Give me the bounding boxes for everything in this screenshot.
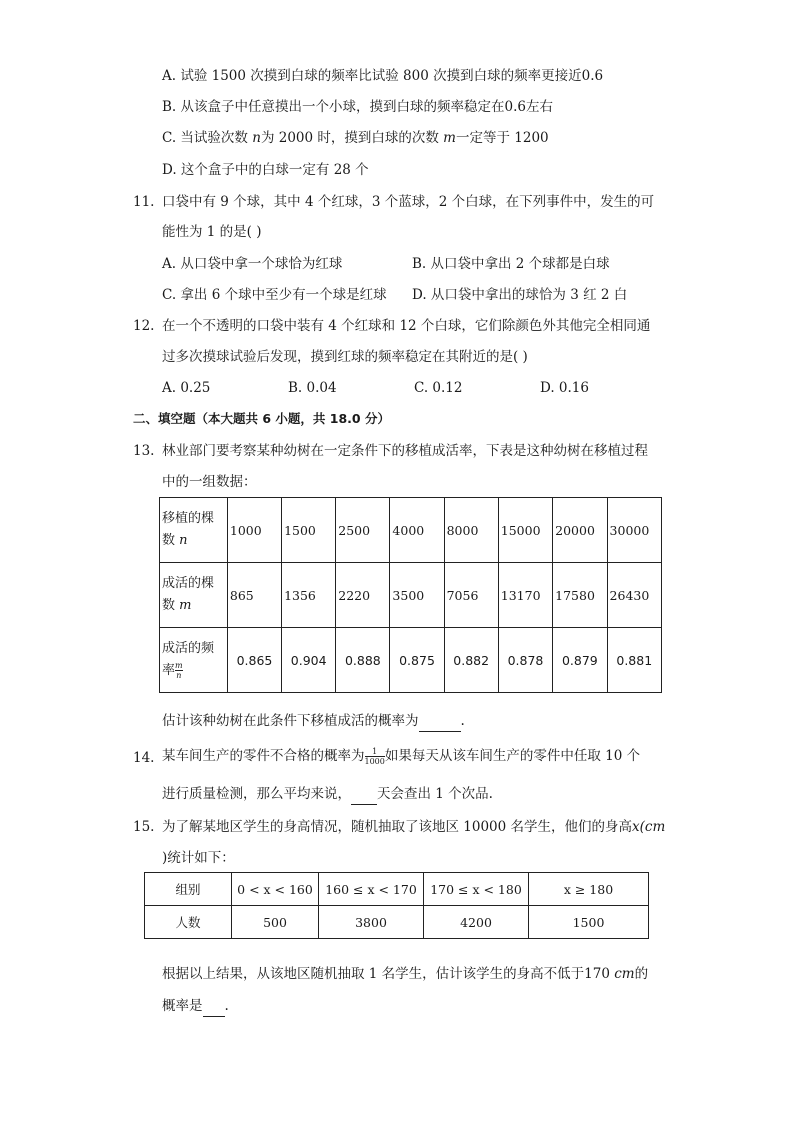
q11-stem-line1: 口袋中有 9 个球，其中 4 个红球，3 个蓝球，2 个白球，在下列事件中，发生的可 [162, 194, 655, 210]
q15-stem-line1: 为了解某地区学生的身高情况，随机抽取了该地区 10000 名学生，他们的身高x(cm [162, 819, 666, 835]
q11-option-d: D. 从口袋中拿出的球恰为 3 红 2 白 [412, 287, 628, 303]
answer-blank [419, 711, 461, 732]
count-cell: 500 [232, 906, 319, 939]
q13-number: 13. [133, 443, 155, 459]
n-cell: 8000 [444, 498, 498, 563]
q15-question-line2: 概率是 . [162, 996, 229, 1017]
q10-option-a: A. 试验 1500 次摸到白球的频率比试验 800 次摸到白球的频率更接近0.6 [162, 68, 604, 84]
table-row [160, 628, 662, 693]
one-over-thousand-fraction: $\frac{1}{1000}$ [364, 747, 385, 766]
header-range-3: 170 ≤ x < 180 [424, 873, 529, 906]
q12-stem-line2: 过多次摸球试验后发现，摸到红球的频率稳定在其附近的是( ) [162, 349, 528, 365]
n-cell: 20000 [553, 498, 607, 563]
q12-option-c: C. 0.12 [414, 380, 463, 396]
n-cell: 30000 [607, 498, 661, 563]
table-row [160, 498, 662, 563]
q13-question: 估计该种幼树在此条件下移植成活的概率为 . [162, 711, 465, 732]
freq-cell: 0.904 [282, 628, 336, 693]
row-label-count: 人数 [145, 906, 232, 939]
m-over-n-fraction: $\frac{m}{n}$ [175, 661, 183, 680]
row-label-survived: 成活的棵 数 m [160, 563, 228, 628]
q12-option-a: A. 0.25 [162, 380, 211, 396]
n-cell: 1000 [227, 498, 281, 563]
q12-stem-line1: 在一个不透明的口袋中装有 4 个红球和 12 个白球，它们除颜色外其他完全相同通 [162, 318, 651, 334]
count-cell: 3800 [319, 906, 424, 939]
m-cell: 2220 [336, 563, 390, 628]
q15-question-line1: 根据以上结果，从该地区随机抽取 1 名学生，估计该学生的身高不低于170 cm的 [162, 966, 649, 982]
q12-number: 12. [133, 318, 155, 334]
freq-cell: 0.878 [498, 628, 552, 693]
header-range-1: 0 < x < 160 [232, 873, 319, 906]
q15-stem-line2: )统计如下： [162, 850, 235, 866]
m-cell: 865 [227, 563, 281, 628]
n-cell: 4000 [390, 498, 444, 563]
freq-cell: 0.875 [390, 628, 444, 693]
q11-number: 11. [133, 194, 155, 210]
q11-stem-line2: 能性为 1 的是( ) [162, 224, 262, 240]
m-cell: 13170 [498, 563, 552, 628]
n-cell: 1500 [282, 498, 336, 563]
m-cell: 26430 [607, 563, 661, 628]
n-cell: 2500 [336, 498, 390, 563]
q10-option-c: C. 当试验次数 n为 2000 时，摸到白球的次数 m一定等于 1200 [162, 130, 549, 146]
table-row [160, 563, 662, 628]
q14-number: 14. [133, 750, 155, 766]
row-label-frequency: 成活的频 率 $\frac{m}{n}$ [160, 628, 228, 693]
table-row [145, 906, 649, 939]
q13-stem-line2: 中的一组数据： [162, 474, 257, 490]
count-cell: 4200 [424, 906, 529, 939]
q13-stem-line1: 林业部门要考察某种幼树在一定条件下的移植成活率，下表是这种幼树在移植过程 [162, 443, 648, 459]
q11-option-b: B. 从口袋中拿出 2 个球都是白球 [412, 256, 610, 272]
transplant-table [159, 497, 662, 693]
header-range-4: x ≥ 180 [529, 873, 649, 906]
q11-option-a: A. 从口袋中拿一个球恰为红球 [162, 256, 343, 272]
count-cell: 1500 [529, 906, 649, 939]
freq-cell: 0.881 [607, 628, 661, 693]
freq-cell: 0.879 [553, 628, 607, 693]
header-range-2: 160 ≤ x < 170 [319, 873, 424, 906]
q14-stem-line2: 进行质量检测，那么平均来说， 天会查出 1 个次品. [162, 784, 493, 805]
freq-cell: 0.865 [227, 628, 281, 693]
height-table [144, 872, 649, 939]
q11-option-c: C. 拿出 6 个球中至少有一个球是红球 [162, 287, 387, 303]
m-cell: 7056 [444, 563, 498, 628]
q15-number: 15. [133, 819, 155, 835]
m-cell: 1356 [282, 563, 336, 628]
section-2-title: 二、填空题（本大题共 6 小题，共 18.0 分） [133, 411, 390, 426]
m-cell: 17580 [553, 563, 607, 628]
row-label-transplanted: 移植的棵 数 n [160, 498, 228, 563]
freq-cell: 0.888 [336, 628, 390, 693]
freq-cell: 0.882 [444, 628, 498, 693]
answer-blank [351, 784, 377, 805]
m-cell: 3500 [390, 563, 444, 628]
q12-option-b: B. 0.04 [288, 380, 337, 396]
q10-option-b: B. 从该盒子中任意摸出一个小球，摸到白球的频率稳定在0.6左右 [162, 99, 553, 115]
header-group: 组别 [145, 873, 232, 906]
q12-option-d: D. 0.16 [540, 380, 589, 396]
answer-blank [203, 996, 225, 1017]
n-cell: 15000 [498, 498, 552, 563]
q10-option-d: D. 这个盒子中的白球一定有 28 个 [162, 162, 369, 178]
q14-stem-line1: 某车间生产的零件不合格的概率为 $\frac{1}{1000}$ 如果每天从该车间生产的零件中任取 10 个 [162, 747, 641, 766]
table-row [145, 873, 649, 906]
